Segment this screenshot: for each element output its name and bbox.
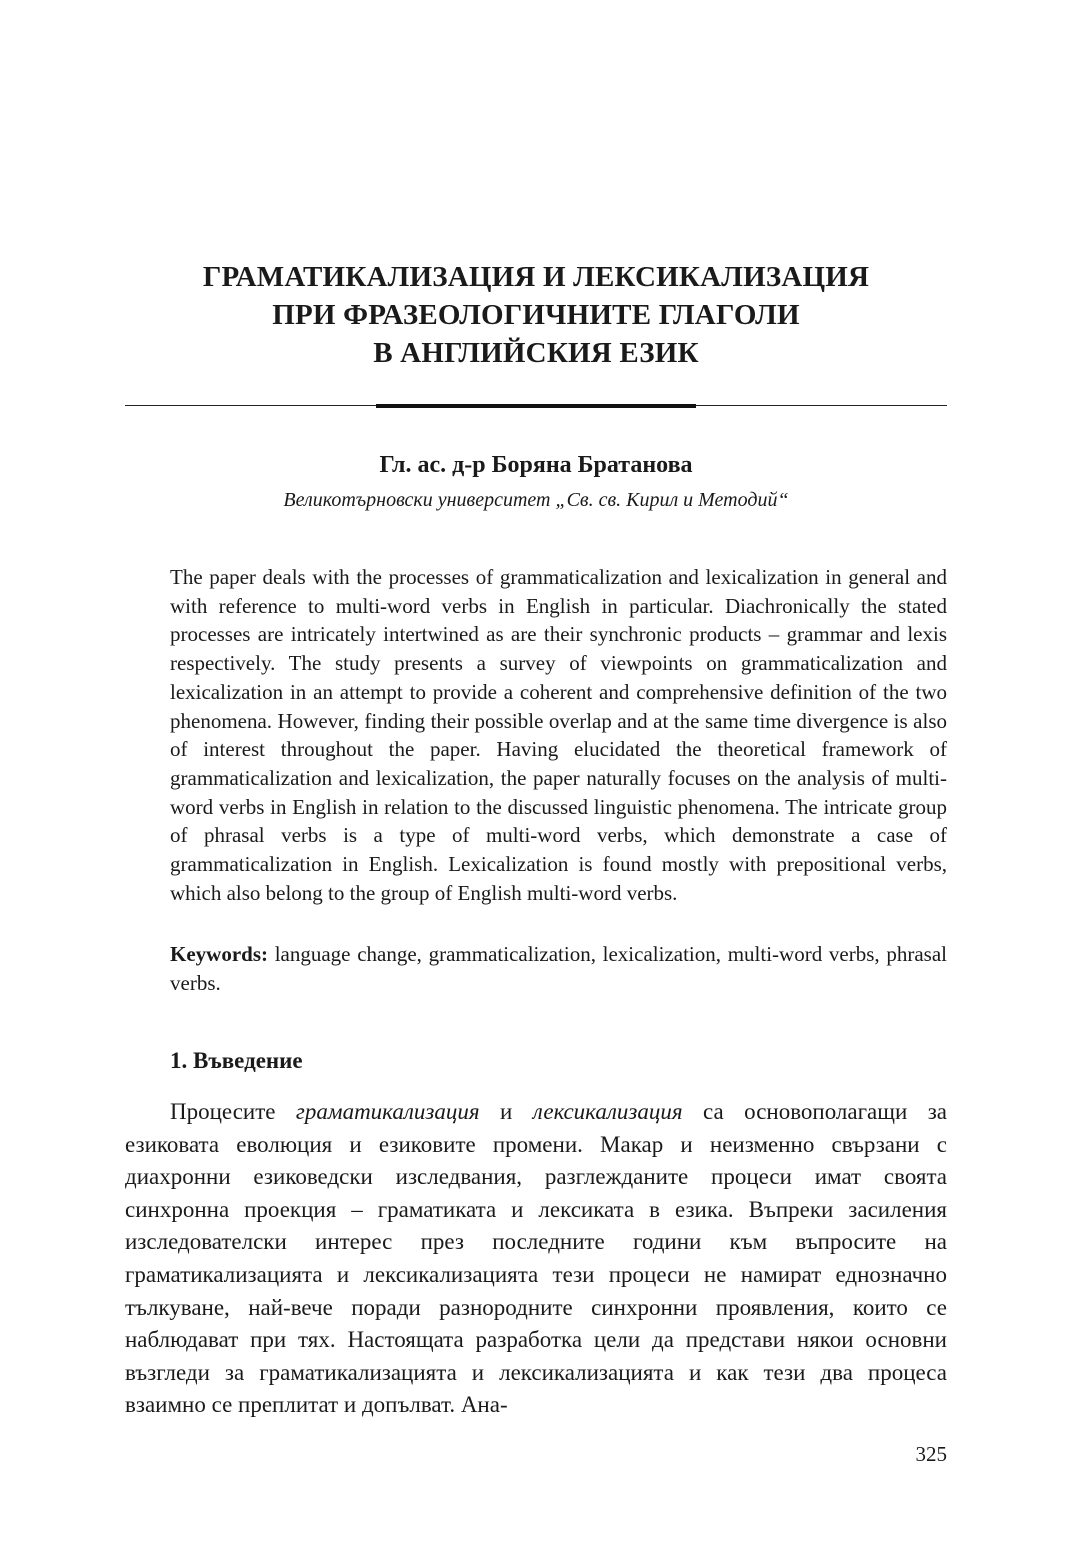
paragraph-start: Процесите bbox=[170, 1099, 296, 1124]
title-divider-thick bbox=[376, 404, 696, 408]
section-heading: 1. Въведение bbox=[170, 1048, 303, 1073]
keywords bbox=[170, 940, 947, 997]
keywords-text: language change, grammaticalization, lexicalization, multi-word verbs, phrasal verbs. bbox=[170, 942, 947, 995]
term-grammaticalization: граматикализация bbox=[295, 1099, 480, 1124]
body-paragraph bbox=[125, 1096, 947, 1422]
abstract bbox=[170, 563, 947, 907]
paragraph-rest: са основополагащи за езиковата еволюция и езиковите промени. Макар и неизменно свързани с диахронни езиковедски изследвания, разглежданите процеси имат своята синхронна проекция – граматиката и лексиката в езика. Въпреки засиления изследователски интерес през последните години към въпросите на граматикализацията и лексикализацията тези процеси не намират еднозначно тълкуване, най-вече поради разнородните синхронни проявления, които се наблюдават при тях. Настоящата разработка цели да представи някои основни възгледи за граматикализацията и лексикализацията и как тези два процеса взаимно се преплитат и допълват. Ана- bbox=[125, 1099, 948, 1418]
paragraph-1 bbox=[125, 1096, 947, 1422]
paper-title bbox=[125, 258, 947, 372]
page-number: 325 bbox=[915, 1442, 947, 1466]
abstract-text: The paper deals with the processes of grammaticalization and lexicalization in general and with reference to multi-word verbs in English in particular. Diachronically the stated processes are intricately intertwined as are their synchronic products – grammar and lexis respectively. The study presents a survey of viewpoints on grammaticalization and lexicalization in an attempt to provide a coherent and comprehensive definition of the two phenomena. However, finding their possible overlap and at the same time divergence is also of interest throughout the paper. Having elucidated the theoretical framework of grammaticalization and lexicalization, the paper naturally focuses on the analysis of multi-word verbs in English in relation to the discussed linguistic phenomena. The intricate group of phrasal verbs is a type of multi-word verbs, which demonstrate a case of grammaticalization in English. Lexicalization is found mostly with prepositional verbs, which also belong to the group of English multi-word verbs. bbox=[170, 565, 947, 905]
author-name: Гл. ас. д-р Боряна Братанова bbox=[379, 452, 693, 478]
title-line-2: ПРИ ФРАЗЕОЛОГИЧНИТЕ ГЛАГОЛИ bbox=[272, 299, 800, 331]
paragraph-connector: и bbox=[479, 1099, 533, 1124]
term-lexicalization: лексикализация bbox=[532, 1099, 683, 1124]
author-affiliation: Великотърновски университет „Св. св. Кирил и Методий“ bbox=[283, 489, 789, 511]
title-line-3: В АНГЛИЙСКИЯ ЕЗИК bbox=[373, 337, 699, 369]
keywords-label: Keywords: bbox=[170, 942, 268, 966]
title-line-1: ГРАМАТИКАЛИЗАЦИЯ И ЛЕКСИКАЛИЗАЦИЯ bbox=[202, 261, 870, 293]
